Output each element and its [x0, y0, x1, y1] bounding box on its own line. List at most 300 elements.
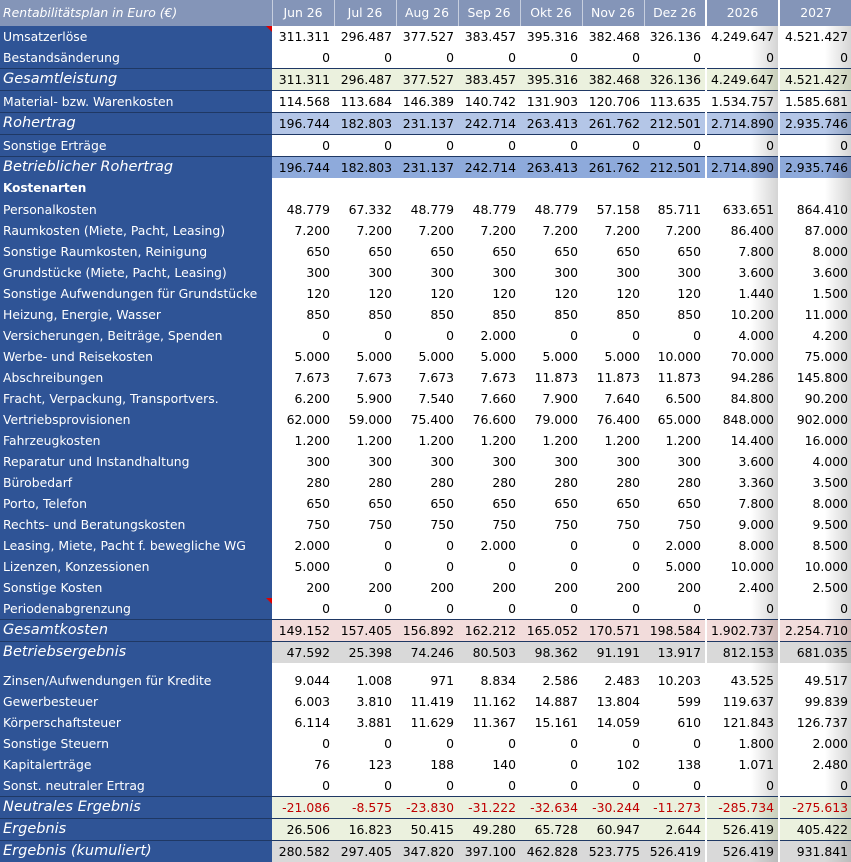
- cell-value[interactable]: 2.000: [458, 535, 520, 556]
- cell-value[interactable]: 1.200: [644, 430, 706, 451]
- row-label[interactable]: [0, 754, 272, 775]
- cell-value[interactable]: 5.000: [334, 346, 396, 367]
- cell-value[interactable]: 1.500: [779, 283, 851, 304]
- cell-value[interactable]: 750: [520, 514, 582, 535]
- cell-value[interactable]: 47.592: [272, 642, 334, 664]
- cell-value[interactable]: 91.191: [582, 642, 644, 664]
- cell-value[interactable]: 263.413: [520, 157, 582, 179]
- cell-value[interactable]: 76.400: [582, 409, 644, 430]
- cell-value[interactable]: 7.200: [582, 220, 644, 241]
- cell-value[interactable]: 5.000: [272, 346, 334, 367]
- cell-value[interactable]: 7.660: [458, 388, 520, 409]
- cell-value[interactable]: 1.200: [272, 430, 334, 451]
- cell-value[interactable]: 0: [334, 598, 396, 620]
- cell-value[interactable]: 300: [582, 451, 644, 472]
- cell-value[interactable]: 87.000: [779, 220, 851, 241]
- cell-value[interactable]: 0: [272, 325, 334, 346]
- cell-value[interactable]: 0: [520, 47, 582, 69]
- cell-value[interactable]: 0: [779, 47, 851, 69]
- cell-value[interactable]: 902.000: [779, 409, 851, 430]
- cell-value[interactable]: 0: [520, 135, 582, 157]
- cell-value[interactable]: 599: [644, 691, 706, 712]
- sheet-title[interactable]: Rentabilitätsplan in Euro (€): [0, 0, 272, 26]
- col-header[interactable]: Dez 26: [644, 0, 706, 26]
- cell-value[interactable]: 0: [396, 733, 458, 754]
- cell-value[interactable]: 300: [458, 262, 520, 283]
- cell-value[interactable]: 1.200: [520, 430, 582, 451]
- row-label[interactable]: [0, 91, 272, 113]
- cell-value[interactable]: 200: [396, 577, 458, 598]
- cell-value[interactable]: 5.000: [396, 346, 458, 367]
- cell-value[interactable]: 156.892: [396, 620, 458, 642]
- cell-value[interactable]: 2.480: [779, 754, 851, 775]
- cell-value[interactable]: 2.586: [520, 670, 582, 691]
- row-label[interactable]: [0, 304, 272, 325]
- cell-value[interactable]: 50.415: [396, 819, 458, 841]
- cell-value[interactable]: 650: [334, 493, 396, 514]
- cell-value[interactable]: 7.200: [334, 220, 396, 241]
- cell-value[interactable]: 26.506: [272, 819, 334, 841]
- cell-value[interactable]: 62.000: [272, 409, 334, 430]
- cell-value[interactable]: 5.000: [272, 556, 334, 577]
- cell-value[interactable]: 48.779: [396, 199, 458, 220]
- row-label[interactable]: [0, 199, 272, 220]
- cell-value[interactable]: 49.280: [458, 819, 520, 841]
- row-label[interactable]: [0, 493, 272, 514]
- cell-value[interactable]: 86.400: [706, 220, 779, 241]
- cell-value[interactable]: 8.000: [706, 535, 779, 556]
- cell-value[interactable]: 14.400: [706, 430, 779, 451]
- cell-value[interactable]: 0: [582, 135, 644, 157]
- cell-value[interactable]: 0: [272, 733, 334, 754]
- cell-value[interactable]: 25.398: [334, 642, 396, 664]
- cell-value[interactable]: 650: [582, 241, 644, 262]
- cell-value[interactable]: 11.000: [779, 304, 851, 325]
- row-label[interactable]: [0, 797, 272, 819]
- cell-value[interactable]: 7.673: [334, 367, 396, 388]
- cell-value[interactable]: 1.071: [706, 754, 779, 775]
- row-label[interactable]: [0, 598, 272, 620]
- row-label[interactable]: [0, 26, 272, 47]
- cell-value[interactable]: 0: [396, 535, 458, 556]
- row-label[interactable]: [0, 775, 272, 797]
- cell-value[interactable]: 5.000: [458, 346, 520, 367]
- cell-value[interactable]: 0: [520, 733, 582, 754]
- cell-value[interactable]: 10.000: [779, 556, 851, 577]
- cell-value[interactable]: 0: [458, 775, 520, 797]
- cell-value[interactable]: 2.714.890: [706, 113, 779, 135]
- cell-value[interactable]: 200: [272, 577, 334, 598]
- cell-value[interactable]: 11.873: [582, 367, 644, 388]
- cell-value[interactable]: 114.568: [272, 91, 334, 113]
- cell-value[interactable]: 16.000: [779, 430, 851, 451]
- cell-value[interactable]: 280: [272, 472, 334, 493]
- col-header[interactable]: Jun 26: [272, 0, 334, 26]
- cell-value[interactable]: 650: [396, 241, 458, 262]
- cell-value[interactable]: [779, 178, 851, 199]
- cell-value[interactable]: 297.405: [334, 841, 396, 862]
- cell-value[interactable]: 750: [582, 514, 644, 535]
- row-label[interactable]: [0, 642, 272, 664]
- cell-value[interactable]: 850: [582, 304, 644, 325]
- cell-value[interactable]: 2.000: [644, 535, 706, 556]
- cell-value[interactable]: 0: [272, 135, 334, 157]
- row-label[interactable]: [0, 388, 272, 409]
- cell-value[interactable]: 11.629: [396, 712, 458, 733]
- cell-value[interactable]: 0: [779, 775, 851, 797]
- cell-value[interactable]: 300: [334, 262, 396, 283]
- cell-value[interactable]: -275.613: [779, 797, 851, 819]
- row-label[interactable]: [0, 472, 272, 493]
- row-label[interactable]: [0, 819, 272, 841]
- cell-value[interactable]: 0: [706, 598, 779, 620]
- cell-value[interactable]: 0: [520, 598, 582, 620]
- cell-value[interactable]: 261.762: [582, 157, 644, 179]
- cell-value[interactable]: 3.500: [779, 472, 851, 493]
- cell-value[interactable]: 8.000: [779, 241, 851, 262]
- cell-value[interactable]: 0: [396, 775, 458, 797]
- cell-value[interactable]: 121.843: [706, 712, 779, 733]
- cell-value[interactable]: 3.360: [706, 472, 779, 493]
- col-header[interactable]: Jul 26: [334, 0, 396, 26]
- cell-value[interactable]: 300: [458, 451, 520, 472]
- cell-value[interactable]: 300: [520, 451, 582, 472]
- cell-value[interactable]: 0: [272, 47, 334, 69]
- cell-value[interactable]: 120: [458, 283, 520, 304]
- cell-value[interactable]: 120: [272, 283, 334, 304]
- cell-value[interactable]: 165.052: [520, 620, 582, 642]
- cell-value[interactable]: 0: [582, 775, 644, 797]
- cell-value[interactable]: 102: [582, 754, 644, 775]
- cell-value[interactable]: 182.803: [334, 157, 396, 179]
- row-label[interactable]: [0, 556, 272, 577]
- col-header[interactable]: Aug 26: [396, 0, 458, 26]
- cell-value[interactable]: 200: [458, 577, 520, 598]
- cell-value[interactable]: 0: [582, 47, 644, 69]
- cell-value[interactable]: 11.162: [458, 691, 520, 712]
- cell-value[interactable]: 0: [644, 733, 706, 754]
- cell-value[interactable]: -21.086: [272, 797, 334, 819]
- cell-value[interactable]: 2.400: [706, 577, 779, 598]
- cell-value[interactable]: 0: [272, 598, 334, 620]
- cell-value[interactable]: 9.044: [272, 670, 334, 691]
- row-label[interactable]: [0, 69, 272, 91]
- cell-value[interactable]: 7.640: [582, 388, 644, 409]
- cell-value[interactable]: 0: [779, 598, 851, 620]
- cell-value[interactable]: 864.410: [779, 199, 851, 220]
- cell-value[interactable]: 170.571: [582, 620, 644, 642]
- cell-value[interactable]: 57.158: [582, 199, 644, 220]
- cell-value[interactable]: 231.137: [396, 157, 458, 179]
- cell-value[interactable]: 300: [582, 262, 644, 283]
- cell-value[interactable]: 7.540: [396, 388, 458, 409]
- cell-value[interactable]: 0: [644, 47, 706, 69]
- row-label[interactable]: [0, 178, 272, 199]
- row-label[interactable]: [0, 283, 272, 304]
- cell-value[interactable]: 0: [396, 598, 458, 620]
- cell-value[interactable]: 49.517: [779, 670, 851, 691]
- cell-value[interactable]: 0: [396, 135, 458, 157]
- cell-value[interactable]: 7.200: [458, 220, 520, 241]
- cell-value[interactable]: 16.823: [334, 819, 396, 841]
- cell-value[interactable]: 0: [582, 733, 644, 754]
- row-label[interactable]: [0, 535, 272, 556]
- cell-value[interactable]: 0: [334, 556, 396, 577]
- cell-value[interactable]: [644, 178, 706, 199]
- cell-value[interactable]: 84.800: [706, 388, 779, 409]
- cell-value[interactable]: 300: [272, 451, 334, 472]
- cell-value[interactable]: 1.585.681: [779, 91, 851, 113]
- cell-value[interactable]: 75.000: [779, 346, 851, 367]
- cell-value[interactable]: 296.487: [334, 69, 396, 91]
- cell-value[interactable]: 6.500: [644, 388, 706, 409]
- cell-value[interactable]: 7.673: [396, 367, 458, 388]
- cell-value[interactable]: 650: [458, 241, 520, 262]
- cell-value[interactable]: 11.419: [396, 691, 458, 712]
- cell-value[interactable]: 2.935.746: [779, 157, 851, 179]
- cell-value[interactable]: 8.000: [779, 493, 851, 514]
- cell-value[interactable]: 4.249.647: [706, 69, 779, 91]
- cell-value[interactable]: 5.000: [644, 556, 706, 577]
- cell-value[interactable]: 99.839: [779, 691, 851, 712]
- cell-value[interactable]: 650: [520, 493, 582, 514]
- cell-value[interactable]: 13.917: [644, 642, 706, 664]
- cell-value[interactable]: 242.714: [458, 113, 520, 135]
- cell-value[interactable]: 13.804: [582, 691, 644, 712]
- row-label[interactable]: [0, 620, 272, 642]
- row-label[interactable]: [0, 409, 272, 430]
- cell-value[interactable]: 848.000: [706, 409, 779, 430]
- cell-value[interactable]: 11.873: [520, 367, 582, 388]
- cell-value[interactable]: 48.779: [520, 199, 582, 220]
- cell-value[interactable]: 7.200: [644, 220, 706, 241]
- row-label[interactable]: [0, 262, 272, 283]
- row-label[interactable]: [0, 47, 272, 69]
- cell-value[interactable]: 0: [334, 535, 396, 556]
- cell-value[interactable]: 610: [644, 712, 706, 733]
- cell-value[interactable]: 196.744: [272, 157, 334, 179]
- cell-value[interactable]: 4.200: [779, 325, 851, 346]
- cell-value[interactable]: 9.500: [779, 514, 851, 535]
- cell-value[interactable]: [582, 178, 644, 199]
- cell-value[interactable]: 0: [334, 733, 396, 754]
- cell-value[interactable]: 812.153: [706, 642, 779, 664]
- cell-value[interactable]: 90.200: [779, 388, 851, 409]
- cell-value[interactable]: 182.803: [334, 113, 396, 135]
- cell-value[interactable]: 2.254.710: [779, 620, 851, 642]
- cell-value[interactable]: -23.830: [396, 797, 458, 819]
- cell-value[interactable]: 126.737: [779, 712, 851, 733]
- cell-value[interactable]: 145.800: [779, 367, 851, 388]
- cell-value[interactable]: 850: [272, 304, 334, 325]
- cell-value[interactable]: 0: [396, 325, 458, 346]
- cell-value[interactable]: 1.200: [396, 430, 458, 451]
- cell-value[interactable]: 850: [520, 304, 582, 325]
- cell-value[interactable]: 5.900: [334, 388, 396, 409]
- row-label[interactable]: [0, 733, 272, 754]
- cell-value[interactable]: 0: [458, 598, 520, 620]
- cell-value[interactable]: 162.212: [458, 620, 520, 642]
- cell-value[interactable]: 59.000: [334, 409, 396, 430]
- comment-marker-icon[interactable]: [266, 598, 272, 604]
- cell-value[interactable]: 149.152: [272, 620, 334, 642]
- cell-value[interactable]: 300: [520, 262, 582, 283]
- cell-value[interactable]: 383.457: [458, 26, 520, 47]
- cell-value[interactable]: 200: [520, 577, 582, 598]
- cell-value[interactable]: 650: [272, 241, 334, 262]
- cell-value[interactable]: 5.000: [582, 346, 644, 367]
- cell-value[interactable]: 80.503: [458, 642, 520, 664]
- cell-value[interactable]: 971: [396, 670, 458, 691]
- cell-value[interactable]: 94.286: [706, 367, 779, 388]
- cell-value[interactable]: 526.419: [706, 819, 779, 841]
- cell-value[interactable]: 138: [644, 754, 706, 775]
- cell-value[interactable]: 0: [644, 325, 706, 346]
- cell-value[interactable]: 850: [644, 304, 706, 325]
- cell-value[interactable]: 4.249.647: [706, 26, 779, 47]
- cell-value[interactable]: 65.728: [520, 819, 582, 841]
- cell-value[interactable]: 212.501: [644, 113, 706, 135]
- cell-value[interactable]: 681.035: [779, 642, 851, 664]
- cell-value[interactable]: 2.483: [582, 670, 644, 691]
- cell-value[interactable]: 70.000: [706, 346, 779, 367]
- cell-value[interactable]: 2.500: [779, 577, 851, 598]
- cell-value[interactable]: 311.311: [272, 69, 334, 91]
- cell-value[interactable]: 2.000: [458, 325, 520, 346]
- cell-value[interactable]: 0: [644, 598, 706, 620]
- cell-value[interactable]: 113.635: [644, 91, 706, 113]
- cell-value[interactable]: 526.419: [706, 841, 779, 862]
- cell-value[interactable]: 85.711: [644, 199, 706, 220]
- cell-value[interactable]: 6.114: [272, 712, 334, 733]
- cell-value[interactable]: 140.742: [458, 91, 520, 113]
- cell-value[interactable]: 0: [520, 775, 582, 797]
- cell-value[interactable]: 750: [334, 514, 396, 535]
- cell-value[interactable]: 850: [458, 304, 520, 325]
- cell-value[interactable]: 650: [520, 241, 582, 262]
- cell-value[interactable]: 280.582: [272, 841, 334, 862]
- cell-value[interactable]: 326.136: [644, 69, 706, 91]
- cell-value[interactable]: 395.316: [520, 26, 582, 47]
- cell-value[interactable]: 397.100: [458, 841, 520, 862]
- row-label[interactable]: [0, 577, 272, 598]
- cell-value[interactable]: 9.000: [706, 514, 779, 535]
- col-header[interactable]: Okt 26: [520, 0, 582, 26]
- cell-value[interactable]: 0: [272, 775, 334, 797]
- cell-value[interactable]: 300: [396, 451, 458, 472]
- row-label[interactable]: [0, 346, 272, 367]
- cell-value[interactable]: [396, 178, 458, 199]
- cell-value[interactable]: 300: [334, 451, 396, 472]
- cell-value[interactable]: 11.367: [458, 712, 520, 733]
- cell-value[interactable]: 74.246: [396, 642, 458, 664]
- cell-value[interactable]: 0: [582, 556, 644, 577]
- cell-value[interactable]: 931.841: [779, 841, 851, 862]
- cell-value[interactable]: 188: [396, 754, 458, 775]
- col-header[interactable]: 2026: [706, 0, 779, 26]
- cell-value[interactable]: 0: [334, 325, 396, 346]
- row-label[interactable]: [0, 451, 272, 472]
- cell-value[interactable]: 120: [396, 283, 458, 304]
- cell-value[interactable]: 4.521.427: [779, 26, 851, 47]
- cell-value[interactable]: 0: [644, 775, 706, 797]
- cell-value[interactable]: 4.521.427: [779, 69, 851, 91]
- cell-value[interactable]: 11.873: [644, 367, 706, 388]
- cell-value[interactable]: 10.203: [644, 670, 706, 691]
- cell-value[interactable]: 123: [334, 754, 396, 775]
- cell-value[interactable]: 198.584: [644, 620, 706, 642]
- cell-value[interactable]: 8.834: [458, 670, 520, 691]
- cell-value[interactable]: 280: [644, 472, 706, 493]
- cell-value[interactable]: 0: [458, 733, 520, 754]
- cell-value[interactable]: 140: [458, 754, 520, 775]
- cell-value[interactable]: [706, 178, 779, 199]
- row-label[interactable]: [0, 670, 272, 691]
- cell-value[interactable]: 750: [458, 514, 520, 535]
- cell-value[interactable]: -31.222: [458, 797, 520, 819]
- cell-value[interactable]: 0: [396, 47, 458, 69]
- cell-value[interactable]: 650: [582, 493, 644, 514]
- cell-value[interactable]: 850: [334, 304, 396, 325]
- cell-value[interactable]: 1.440: [706, 283, 779, 304]
- cell-value[interactable]: 2.000: [272, 535, 334, 556]
- cell-value[interactable]: 7.900: [520, 388, 582, 409]
- cell-value[interactable]: 8.500: [779, 535, 851, 556]
- cell-value[interactable]: 280: [458, 472, 520, 493]
- cell-value[interactable]: 67.332: [334, 199, 396, 220]
- cell-value[interactable]: 231.137: [396, 113, 458, 135]
- cell-value[interactable]: 263.413: [520, 113, 582, 135]
- cell-value[interactable]: 196.744: [272, 113, 334, 135]
- cell-value[interactable]: 10.000: [706, 556, 779, 577]
- cell-value[interactable]: 98.362: [520, 642, 582, 664]
- cell-value[interactable]: 382.468: [582, 26, 644, 47]
- cell-value[interactable]: 523.775: [582, 841, 644, 862]
- col-header[interactable]: Sep 26: [458, 0, 520, 26]
- cell-value[interactable]: 120: [520, 283, 582, 304]
- cell-value[interactable]: 1.902.737: [706, 620, 779, 642]
- cell-value[interactable]: 0: [334, 47, 396, 69]
- cell-value[interactable]: 2.644: [644, 819, 706, 841]
- cell-value[interactable]: 200: [582, 577, 644, 598]
- cell-value[interactable]: 326.136: [644, 26, 706, 47]
- cell-value[interactable]: 261.762: [582, 113, 644, 135]
- cell-value[interactable]: 526.419: [644, 841, 706, 862]
- cell-value[interactable]: 650: [644, 493, 706, 514]
- cell-value[interactable]: 48.779: [272, 199, 334, 220]
- cell-value[interactable]: 0: [644, 135, 706, 157]
- cell-value[interactable]: 131.903: [520, 91, 582, 113]
- cell-value[interactable]: 120.706: [582, 91, 644, 113]
- cell-value[interactable]: 650: [458, 493, 520, 514]
- cell-value[interactable]: 1.200: [582, 430, 644, 451]
- cell-value[interactable]: 300: [396, 262, 458, 283]
- cell-value[interactable]: 65.000: [644, 409, 706, 430]
- cell-value[interactable]: 120: [582, 283, 644, 304]
- cell-value[interactable]: 6.200: [272, 388, 334, 409]
- cell-value[interactable]: 2.714.890: [706, 157, 779, 179]
- cell-value[interactable]: 48.779: [458, 199, 520, 220]
- cell-value[interactable]: 0: [582, 325, 644, 346]
- cell-value[interactable]: 0: [458, 47, 520, 69]
- cell-value[interactable]: 311.311: [272, 26, 334, 47]
- cell-value[interactable]: 750: [272, 514, 334, 535]
- cell-value[interactable]: 280: [396, 472, 458, 493]
- cell-value[interactable]: 377.527: [396, 26, 458, 47]
- cell-value[interactable]: 4.000: [779, 451, 851, 472]
- cell-value[interactable]: 75.400: [396, 409, 458, 430]
- cell-value[interactable]: 633.651: [706, 199, 779, 220]
